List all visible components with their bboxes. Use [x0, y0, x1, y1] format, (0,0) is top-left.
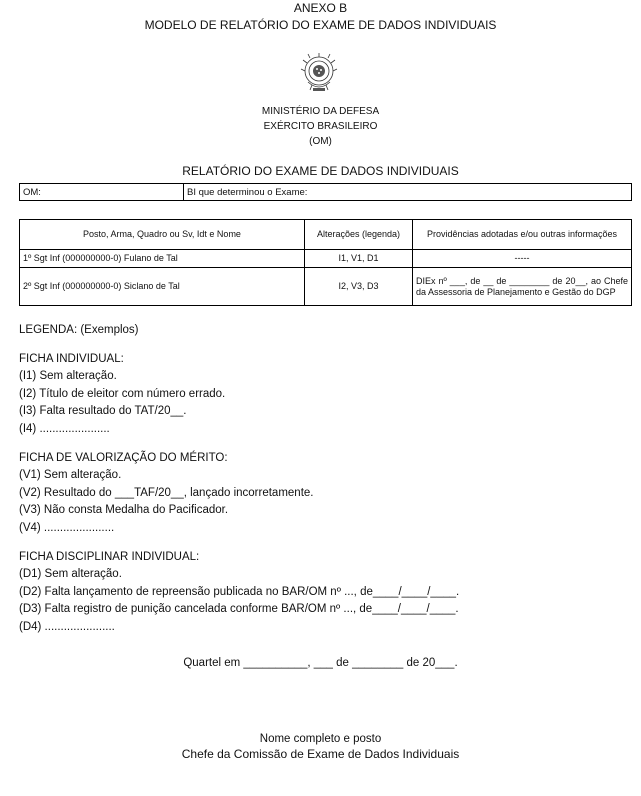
legend-title: LEGENDA: (Exemplos) — [19, 324, 139, 336]
ministry-block — [0, 104, 641, 149]
list-item: (D4) ...................... — [19, 620, 115, 633]
cell-actions: DIEx nº ___, de __ de ________ de 20__, ao Chefe da Assessoria de Planejamento e Gestão do DGP — [413, 268, 632, 306]
cell-changes: I2, V3, D3 — [305, 268, 413, 306]
model-title: MODELO DE RELATÓRIO DO EXAME DE DADOS INDIVIDUAIS — [144, 18, 497, 32]
table-row — [20, 268, 632, 306]
om-field: OM: — [20, 184, 184, 201]
om-placeholder: (OM) — [309, 136, 332, 147]
list-item: (I3) Falta resultado do TAT/20__. — [19, 405, 187, 417]
list-item: (V3) Não consta Medalha do Pacificador. — [19, 504, 229, 516]
section-title-disciplinary: FICHA DISCIPLINAR INDIVIDUAL: — [19, 551, 200, 563]
list-item: (V2) Resultado do ___TAF/20__, lançado incorretamente. — [19, 486, 314, 499]
om-info-table — [19, 183, 632, 201]
column-header-changes: Alterações (legenda) — [305, 220, 413, 250]
place-date-line: Quartel em __________, ___ de ________ de 20___. — [183, 657, 458, 669]
coat-of-arms-icon — [298, 52, 340, 96]
list-item: (I2) Título de eleitor com número errado. — [19, 387, 226, 400]
cell-name: 2º Sgt Inf (000000000-0) Siclano de Tal — [20, 268, 305, 306]
list-item: (I4) ...................... — [19, 422, 110, 435]
ministry-name: MINISTÉRIO DA DEFESA — [261, 106, 380, 117]
signature-name: Nome completo e posto — [259, 733, 382, 745]
table-row — [20, 250, 632, 268]
list-item: (I1) Sem alteração. — [19, 370, 117, 382]
annex-label: ANEXO B — [293, 1, 348, 15]
signature-role: Chefe da Comissão de Exame de Dados Individuais — [181, 747, 460, 761]
cell-actions: ----- — [413, 250, 632, 268]
section-title-merit: FICHA DE VALORIZAÇÃO DO MÉRITO: — [19, 452, 228, 464]
list-item: (V1) Sem alteração. — [19, 469, 122, 481]
section-title-individual: FICHA INDIVIDUAL: — [19, 353, 124, 365]
cell-changes: I1, V1, D1 — [305, 250, 413, 268]
list-item: (D1) Sem alteração. — [19, 568, 122, 580]
bi-field: BI que determinou o Exame: — [184, 184, 632, 201]
column-header-actions: Providências adotadas e/ou outras informações — [413, 220, 632, 250]
cell-name: 1º Sgt Inf (000000000-0) Fulano de Tal — [20, 250, 305, 268]
column-header-name: Posto, Arma, Quadro ou Sv, Idt e Nome — [20, 220, 305, 250]
list-item: (D3) Falta registro de punição cancelada conforme BAR/OM nº ..., de____/____/____. — [19, 603, 459, 615]
data-table — [19, 219, 632, 306]
legend-section — [19, 322, 629, 636]
list-item: (D2) Falta lançamento de repreensão publicada no BAR/OM nº ..., de____/____/____. — [19, 585, 460, 598]
table-header-row — [20, 220, 632, 250]
list-item: (V4) ...................... — [19, 521, 115, 534]
report-title: RELATÓRIO DO EXAME DE DADOS INDIVIDUAIS — [182, 164, 459, 178]
army-name: EXÉRCITO BRASILEIRO — [263, 121, 378, 132]
